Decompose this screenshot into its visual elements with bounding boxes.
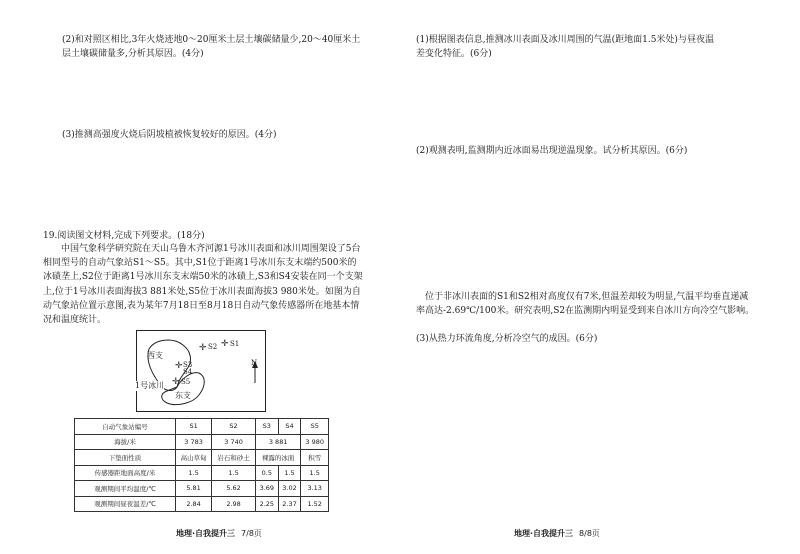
table-row bbox=[75, 465, 329, 481]
table-header-cell: S5 bbox=[301, 419, 329, 435]
q2-line2: 层土壤碳储量多,分析其原因。(4分) bbox=[62, 49, 204, 59]
table-cell: 1.52 bbox=[301, 496, 329, 512]
table-header-cell: 自动气象站编号 bbox=[75, 419, 176, 435]
table-row bbox=[75, 450, 329, 466]
right-page-footer bbox=[514, 528, 600, 539]
table-cell: 5.62 bbox=[212, 481, 256, 497]
table-cell: 积雪 bbox=[301, 450, 329, 466]
q2-text: (2)观测表明,监测期内近冰面易出现逆温现象。试分析其原因。(6分) bbox=[416, 146, 688, 156]
table-row bbox=[75, 434, 329, 450]
station-label-s1: S1 bbox=[230, 340, 240, 348]
table-cell: 3.69 bbox=[255, 481, 278, 497]
table-row-label: 下垫面性质 bbox=[75, 450, 176, 466]
table-row-label: 传感器距地面高度/米 bbox=[75, 465, 176, 481]
table-cell: 裸露的冰面 bbox=[255, 450, 300, 466]
table-cell: 2.98 bbox=[212, 496, 256, 512]
map-label-glacier: 1号冰川 bbox=[135, 381, 165, 390]
footer-page-number: 8/8页 bbox=[579, 529, 600, 538]
station-label-s3: S3 bbox=[183, 361, 193, 369]
right-page bbox=[400, 0, 800, 554]
table-header-cell: S3 bbox=[255, 419, 278, 435]
table-cell: 3 783 bbox=[176, 434, 212, 450]
q2-line1: (2)和对照区相比,3年火烧迹地0～20厘米土层土壤碳储量少,20～40厘米土 bbox=[62, 35, 361, 45]
footer-page-number: 7/8页 bbox=[241, 529, 262, 538]
info-paragraph: 位于非冰川表面的S1和S2相对高度仅有7米,但温差却较为明显,气温平均垂直递减率高达-2.69℃/100米。研究表明,S2在监测期内明显受到来自冰川方向冷空气影响。 bbox=[416, 292, 755, 317]
table-cell: 1.5 bbox=[301, 465, 329, 481]
table-cell: 岩石和砂土 bbox=[212, 450, 256, 466]
station-marker-icon: ✛ bbox=[172, 377, 180, 387]
table-cell: 1.5 bbox=[212, 465, 256, 481]
table-header-row bbox=[75, 419, 329, 435]
table-header-cell: S2 bbox=[212, 419, 256, 435]
table-cell: 0.5 bbox=[255, 465, 278, 481]
table-cell: 5.81 bbox=[176, 481, 212, 497]
table-cell: 2.84 bbox=[176, 496, 212, 512]
table-cell: 2.25 bbox=[255, 496, 278, 512]
station-marker-icon: ✛ bbox=[175, 361, 183, 371]
station-stats-table bbox=[74, 418, 329, 512]
table-row bbox=[75, 496, 329, 512]
q1-line2: 差变化特征。(6分) bbox=[416, 49, 492, 59]
table-cell: 高山草甸 bbox=[176, 450, 212, 466]
station-location-map bbox=[136, 330, 266, 412]
station-label-s2: S2 bbox=[208, 343, 218, 351]
station-label-s4: S4 bbox=[183, 368, 193, 376]
station-label-s5: S5 bbox=[181, 378, 191, 386]
q3-text: (3)从热力环流角度,分析冷空气的成因。(6分) bbox=[416, 334, 598, 344]
table-cell: 2.37 bbox=[278, 496, 301, 512]
footer-subject: 地理·自我提升三 bbox=[514, 529, 574, 538]
footer-subject: 地理·自我提升三 bbox=[176, 529, 236, 538]
table-cell: 3 980 bbox=[301, 434, 329, 450]
q3-text: (3)推测高强度火烧后阴坡植被恢复较好的原因。(4分) bbox=[62, 130, 277, 140]
table-row-label: 海拔/米 bbox=[75, 434, 176, 450]
table-cell: 1.5 bbox=[176, 465, 212, 481]
q19-heading: 19.阅读图文材料,完成下列要求。(18分) bbox=[43, 231, 205, 241]
table-row-label: 观测期间昼夜温差/℃ bbox=[75, 496, 176, 512]
map-label-east: 东支 bbox=[175, 391, 191, 400]
q1-line1: (1)根据图表信息,推测冰川表面及冰川周围的气温(距地面1.5米处)与昼夜温 bbox=[416, 35, 714, 45]
table-row-label: 观测期间平均温度/℃ bbox=[75, 481, 176, 497]
station-marker-icon: ✛ bbox=[221, 339, 229, 349]
table-cell: 3 740 bbox=[212, 434, 256, 450]
table-header-cell: S1 bbox=[176, 419, 212, 435]
table-cell: 1.5 bbox=[278, 465, 301, 481]
left-page-footer bbox=[176, 528, 262, 539]
station-marker-icon: ✛ bbox=[199, 343, 207, 353]
table-cell: 3 881 bbox=[255, 434, 300, 450]
north-arrow-label: N bbox=[251, 359, 258, 367]
table-header-cell: S4 bbox=[278, 419, 301, 435]
q19-material: 中国气象科学研究院在天山乌鲁木齐河源1号冰川表面和冰川周围架设了5台相同型号的自动气象站S1～S5。其中,S1位于距离1号冰川东支末端约500米的冰碛垄上,S2位于距离1号冰川东支末端50米的冰碛上,S3和S4安装在同一个支架上,位于1号冰川表面海拔3 881米处,S5位于冰川表面海拔3 980米处。如图为自动气象站位置示意图,表为某年7月18日至8月18日自动气象传感器所在地基本情况和温度统计。 bbox=[43, 244, 363, 326]
table-cell: 3.13 bbox=[301, 481, 329, 497]
map-label-west: 西支 bbox=[147, 351, 163, 360]
table-row bbox=[75, 481, 329, 497]
table-cell: 3.02 bbox=[278, 481, 301, 497]
